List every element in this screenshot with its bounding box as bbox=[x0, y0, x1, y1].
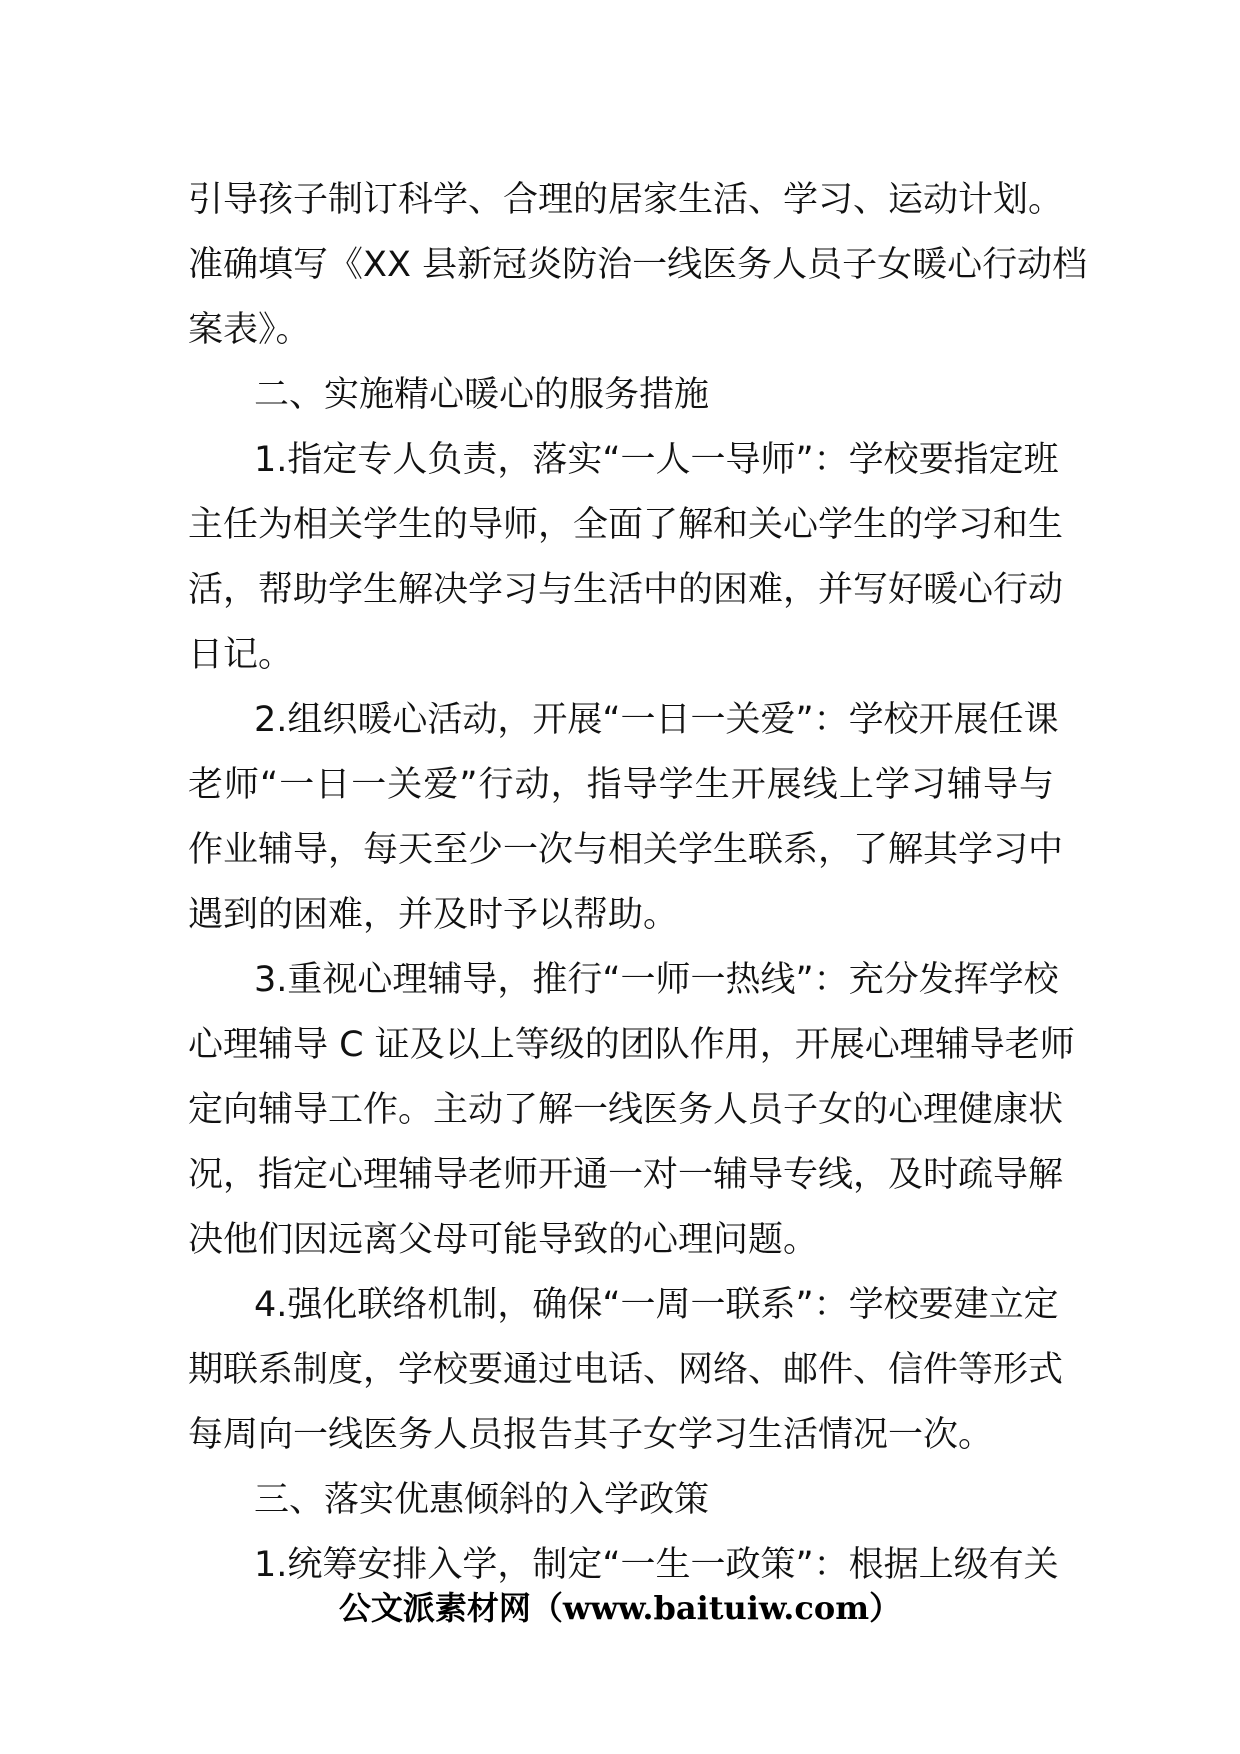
paragraph-line: 老师“一日一关爱”行动，指导学生开展线上学习辅导与 bbox=[188, 765, 1054, 805]
footer-watermark: 公文派素材网（www.baituiw.com） bbox=[338, 1589, 902, 1627]
paragraph-line: 准确填写《XX 县新冠炎防治一线医务人员子女暖心行动档 bbox=[188, 245, 1088, 285]
paragraph-line: 活，帮助学生解决学习与生活中的困难，并写好暖心行动 bbox=[188, 570, 1064, 610]
paragraph-line: 日记。 bbox=[188, 635, 294, 675]
paragraph-line: 2.组织暖心活动，开展“一日一关爱”：学校开展任课 bbox=[254, 700, 1059, 740]
paragraph-line: 定向辅导工作。主动了解一线医务人员子女的心理健康状 bbox=[188, 1090, 1064, 1130]
paragraph-line: 作业辅导，每天至少一次与相关学生联系，了解其学习中 bbox=[188, 830, 1064, 870]
paragraph-line: 引导孩子制订科学、合理的居家生活、学习、运动计划。 bbox=[188, 180, 1064, 220]
section-heading: 二、实施精心暖心的服务措施 bbox=[254, 375, 710, 415]
paragraph-line: 况，指定心理辅导老师开通一对一辅导专线，及时疏导解 bbox=[188, 1155, 1064, 1195]
paragraph-line: 3.重视心理辅导，推行“一师一热线”：充分发挥学校 bbox=[254, 960, 1059, 1000]
paragraph-line: 案表》。 bbox=[188, 310, 311, 350]
paragraph-line: 每周向一线医务人员报告其子女学习生活情况一次。 bbox=[188, 1415, 994, 1455]
section-heading: 三、落实优惠倾斜的入学政策 bbox=[254, 1480, 710, 1520]
paragraph-line: 遇到的困难，并及时予以帮助。 bbox=[188, 895, 679, 935]
paragraph-line: 主任为相关学生的导师，全面了解和关心学生的学习和生 bbox=[188, 505, 1064, 545]
paragraph-line: 心理辅导 C 证及以上等级的团队作用，开展心理辅导老师 bbox=[188, 1025, 1075, 1065]
document-body bbox=[188, 168, 1088, 1598]
paragraph-line: 4.强化联络机制，确保“一周一联系”：学校要建立定 bbox=[254, 1285, 1059, 1325]
paragraph-line: 1.统筹安排入学，制定“一生一政策”：根据上级有关 bbox=[254, 1545, 1059, 1585]
paragraph-line: 期联系制度，学校要通过电话、网络、邮件、信件等形式 bbox=[188, 1350, 1064, 1390]
paragraph-line: 1.指定专人负责，落实“一人一导师”：学校要指定班 bbox=[254, 440, 1059, 480]
paragraph-line: 决他们因远离父母可能导致的心理问题。 bbox=[188, 1220, 819, 1260]
